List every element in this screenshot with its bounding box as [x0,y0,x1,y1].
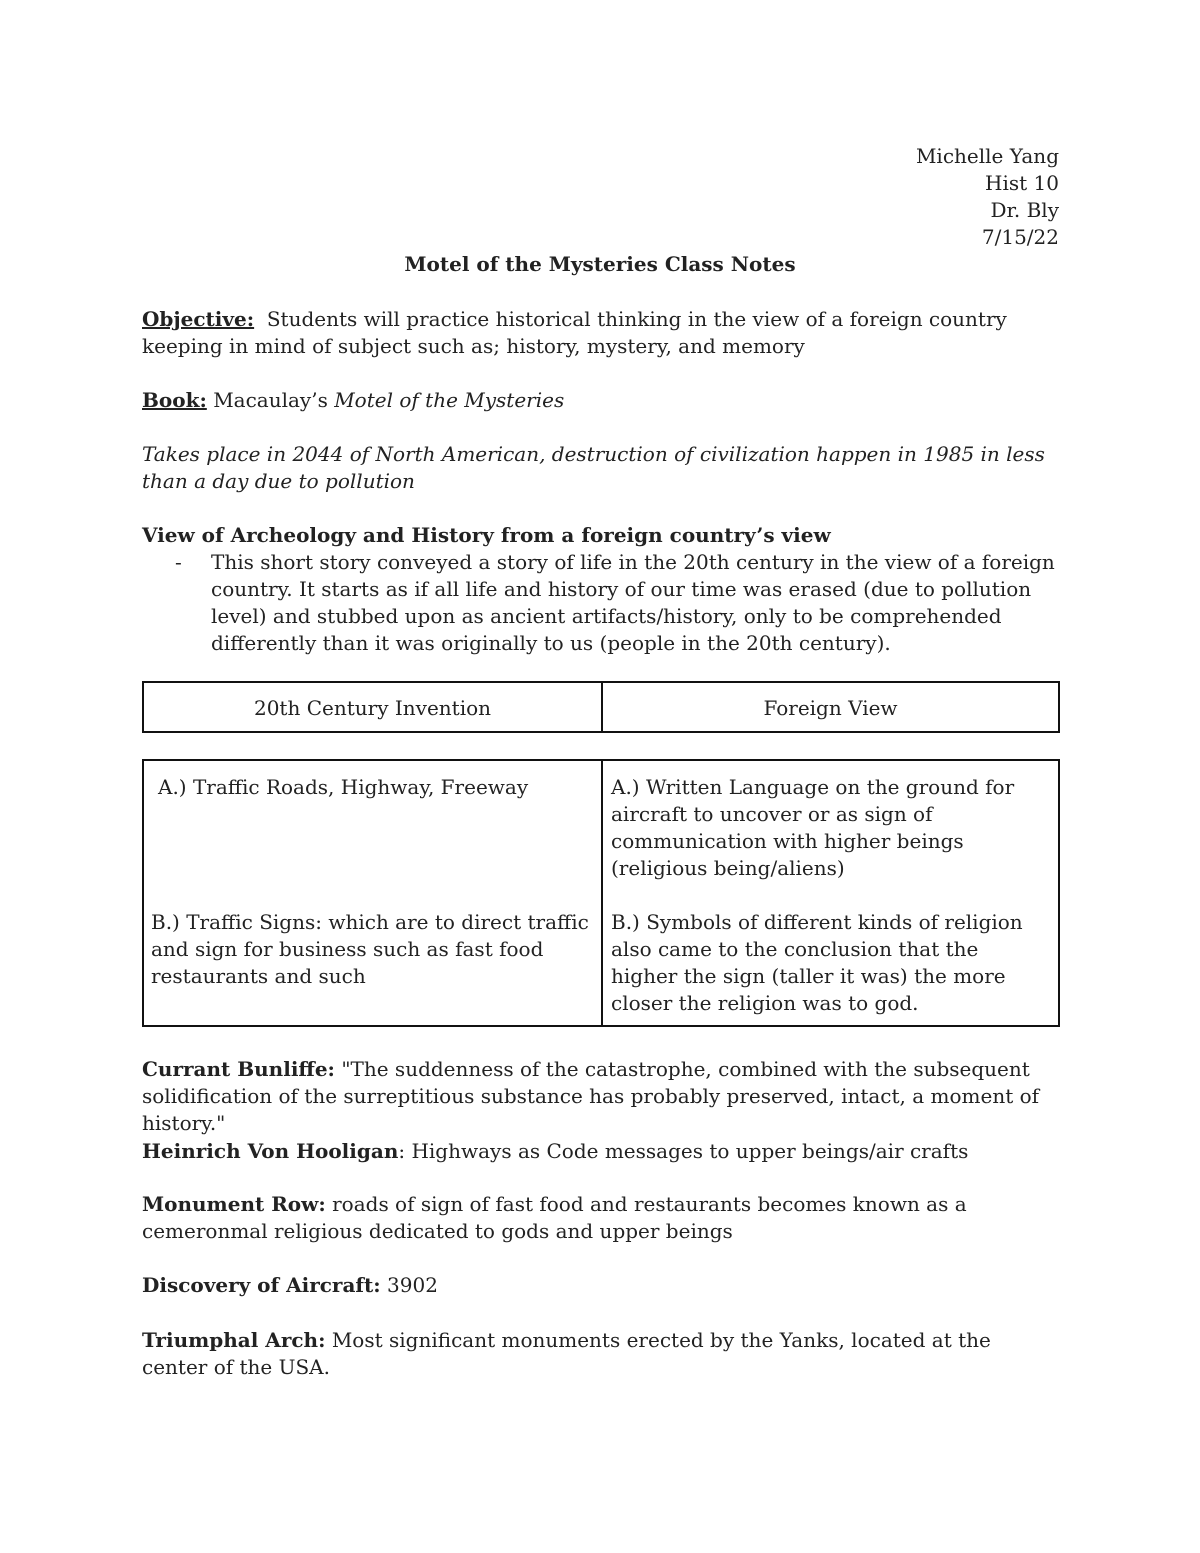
note-label: Heinrich Von Hooligan [142,1139,399,1163]
course-name: Hist 10 [985,171,1059,195]
book-title: Motel of the Mysteries [334,388,565,412]
note-label: Discovery of Aircraft: [142,1273,381,1297]
table-cell: B.) Traffic Signs: which are to direct traffic and sign for business such as fast food restaurants and such [151,910,589,988]
note-text: roads of sign of fast food and restaurants becomes known as a cemeronmal religious dedicated to gods and upper beings [142,1192,967,1243]
author-name: Michelle Yang [915,144,1059,168]
page-title: Motel of the Mysteries Class Notes [404,252,796,276]
objective-label: Objective: [142,307,255,331]
column-header-invention: 20th Century Invention [253,696,492,720]
table-cell: B.) Symbols of different kinds of religion also came to the conclusion that the higher the sign (taller it was) the more closer the religion was to god. [611,910,1023,1015]
section-heading: View of Archeology and History from a foreign country’s view [142,523,831,547]
note-heinrich-von-hooligan [142,1138,1062,1165]
note-text: 3902 [387,1273,438,1297]
document-date: 7/15/22 [981,225,1059,249]
column-header-foreign-view: Foreign View [763,696,898,720]
objective-text: Students will practice historical thinking in the view of a foreign country keeping in mind of subject such as; history, mystery, and memory [142,307,1007,358]
note-text: Highways as Code messages to upper beings/air crafts [411,1139,969,1163]
note-currant-bunliffe [142,1056,1062,1137]
column-divider [601,761,603,1025]
table-header [142,681,1060,733]
note-monument-row [142,1191,1062,1245]
book-label: Book: [142,388,207,412]
book-author: Macaulay’s [213,388,328,412]
author-header [916,143,1059,251]
table-cell: A.) Written Language on the ground for aircraft to uncover or as sign of communication with higher beings (religious being/aliens) [611,775,1015,880]
book-paragraph [142,387,1062,414]
bullet-marker: - [175,550,182,574]
note-text: "The suddenness of the catastrophe, combined with the subsequent solidification of the surreptitious substance has probably preserved, intact, a moment of history." [142,1057,1040,1135]
setting-paragraph: Takes place in 2044 of North American, destruction of civilization happen in 1985 in less than a day due to pollution [142,442,1045,493]
objective-paragraph [142,306,1062,360]
note-discovery-of-aircraft [142,1272,1062,1299]
note-separator: : [398,1139,406,1163]
table-cell: A.) Traffic Roads, Highway, Freeway [158,775,529,799]
bullet-text: This short story conveyed a story of life in the 20th century in the view of a foreign country. It starts as if all life and history of our time was erased (due to pollution level) and stubbed upon as ancient artifacts/history, only to be comprehended differently than it was originally to us (people in the 20th century). [211,550,1055,655]
note-label: Currant Bunliffe: [142,1057,335,1081]
table-body [142,759,1060,1027]
note-text: Most significant monuments erected by the Yanks, located at the center of the USA. [142,1328,991,1379]
note-label: Triumphal Arch: [142,1328,326,1352]
note-triumphal-arch [142,1327,1062,1381]
note-label: Monument Row: [142,1192,326,1216]
instructor-name: Dr. Bly [990,198,1059,222]
